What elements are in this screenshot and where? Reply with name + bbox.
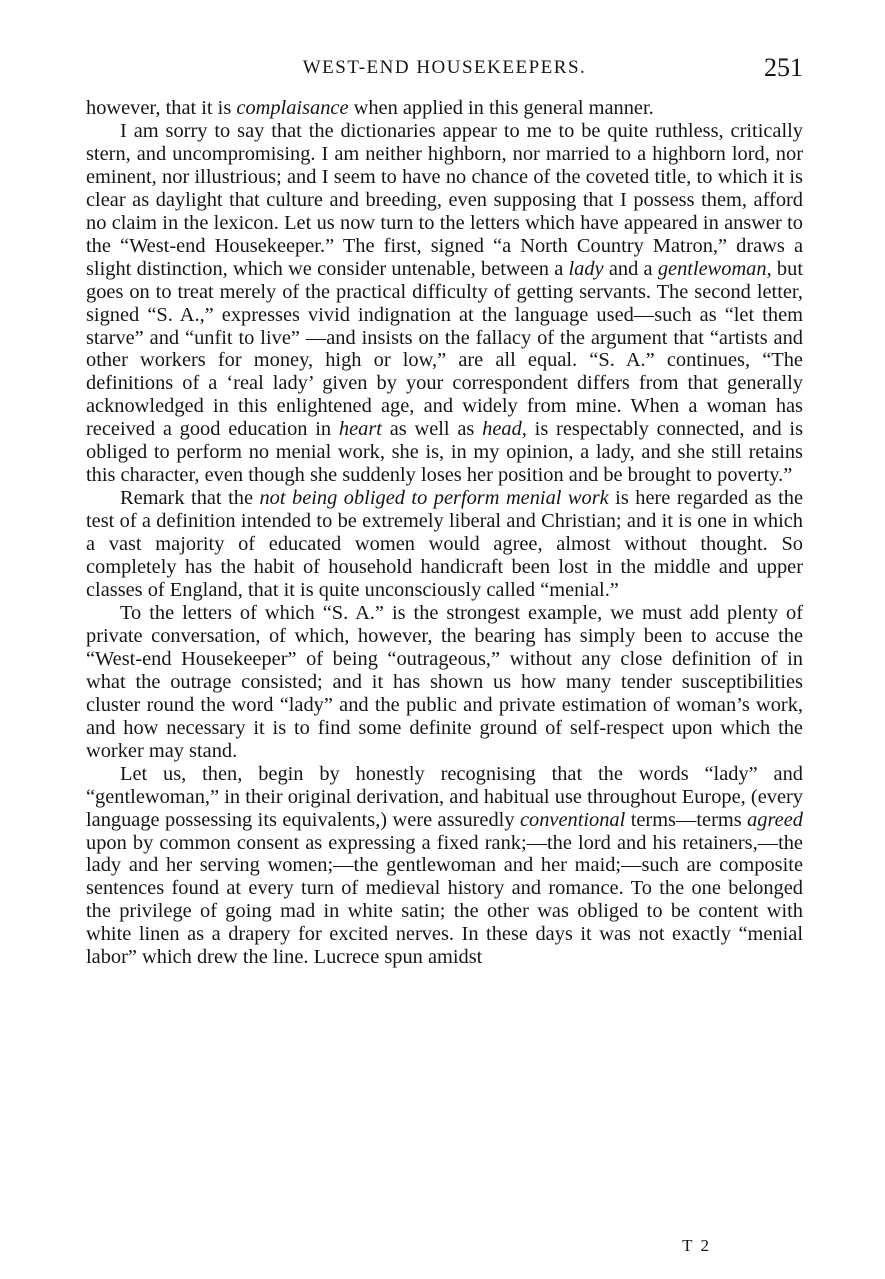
paragraph [86,763,803,970]
italic-text: head, [482,418,527,441]
text-run: but goes on to treat merely of the practical difficulty of getting servants. The second letter, signed “S. A.,” expresses vivid indignation at the language used—such as “let them starve” and “unfit to live” —and insists on the fallacy of the argument that “artists and other workers for money, high or low,” are all equal. “S. A.” continues, “The definitions of a ‘real lady’ given by your correspondent differs from that generally acknowledged in this enlightened age, and widely from mine. When a woman has received a good education in [86,257,803,441]
italic-text: heart [338,418,382,441]
text-run: terms—terms [625,808,748,831]
text-run: and a [603,257,658,280]
italic-text: agreed [747,808,803,831]
italic-text: not being obliged to perform menial work [259,487,609,510]
text-run: is here regarded as the test of a definition intended to be extremely liberal and Christian; and it is one in which a vast majority of educated women would agree, almost without thought. So completely has the habit of household handicraft been lost in the middle and upper classes of England, that it is quite unconsciously called “menial.” [86,487,803,602]
page-header [86,53,803,83]
running-title: WEST-END HOUSEKEEPERS. [302,57,587,78]
book-page [86,0,803,1279]
paragraph [86,602,803,763]
text-run: I am sorry to say that the dictionaries appear to me to be quite ruthless, critically stern, and uncompromising. I am neither highborn, nor married to a highborn lord, nor eminent, nor illustrious; and I seem to have no chance of the coveted title, to which it is clear as daylight that culture and breeding, even supposing that I possess them, afford no claim in the lexicon. Let us now turn to the letters which have appeared in answer to the “West-end Housekeeper.” The first, signed “a North Country Matron,” draws a slight distinction, which we consider untenable, between a [86,119,803,280]
text-run: when applied in this general manner. [348,97,654,119]
text-run: Let us, then, begin by honestly recognising that the words “lady” and “gentlewoman,” in their original derivation, and habitual use throughout Europe, (every language possessing its equivalents,) were assuredly [86,762,803,831]
signature-mark: T 2 [682,1236,711,1255]
italic-text: conventional [519,808,626,831]
text-run: as well as [381,418,483,441]
text-run: To the letters of which “S. A.” is the strongest example, we must add plenty of private conversation, of which, however, the bearing has simply been to accuse the “West-end Housekeeper” of being “outrageous,” without any close definition of in what the outrage consisted; and it has shown us how many tender susceptibilities cluster round the word “lady” and the public and private estimation of woman’s work, and how necessary it is to find some definite ground of self-respect upon which the worker may stand. [86,601,803,762]
paragraph [86,120,803,487]
text-run: upon by common consent as expressing a fixed rank;—the lord and his retainers,—the lady and her serving women;—the gentlewoman and her maid;—such are composite sentences found at every turn of medieval history and romance. To the one belonged the privilege of going mad in white satin; the other was obliged to be content with white linen as a drapery for excited nerves. In these days it was not exactly “menial labor” which drew the line. Lucrece spun amidst [86,831,803,969]
text-run: Remark that the [120,487,260,510]
body-text [86,97,803,969]
paragraph [86,97,803,120]
page-number: 251 [764,53,803,82]
text-run: however, that it is [86,97,237,119]
paragraph [86,487,803,602]
text-run: is respectably connected, and is obliged to perform no menial work, she is, in my opinion, a lady, and she still retains this character, even though she suddenly loses her position and be brought to poverty.” [86,418,804,487]
italic-text: gentlewoman, [657,257,772,280]
italic-text: lady [568,257,604,280]
italic-text: complaisance [236,97,349,119]
